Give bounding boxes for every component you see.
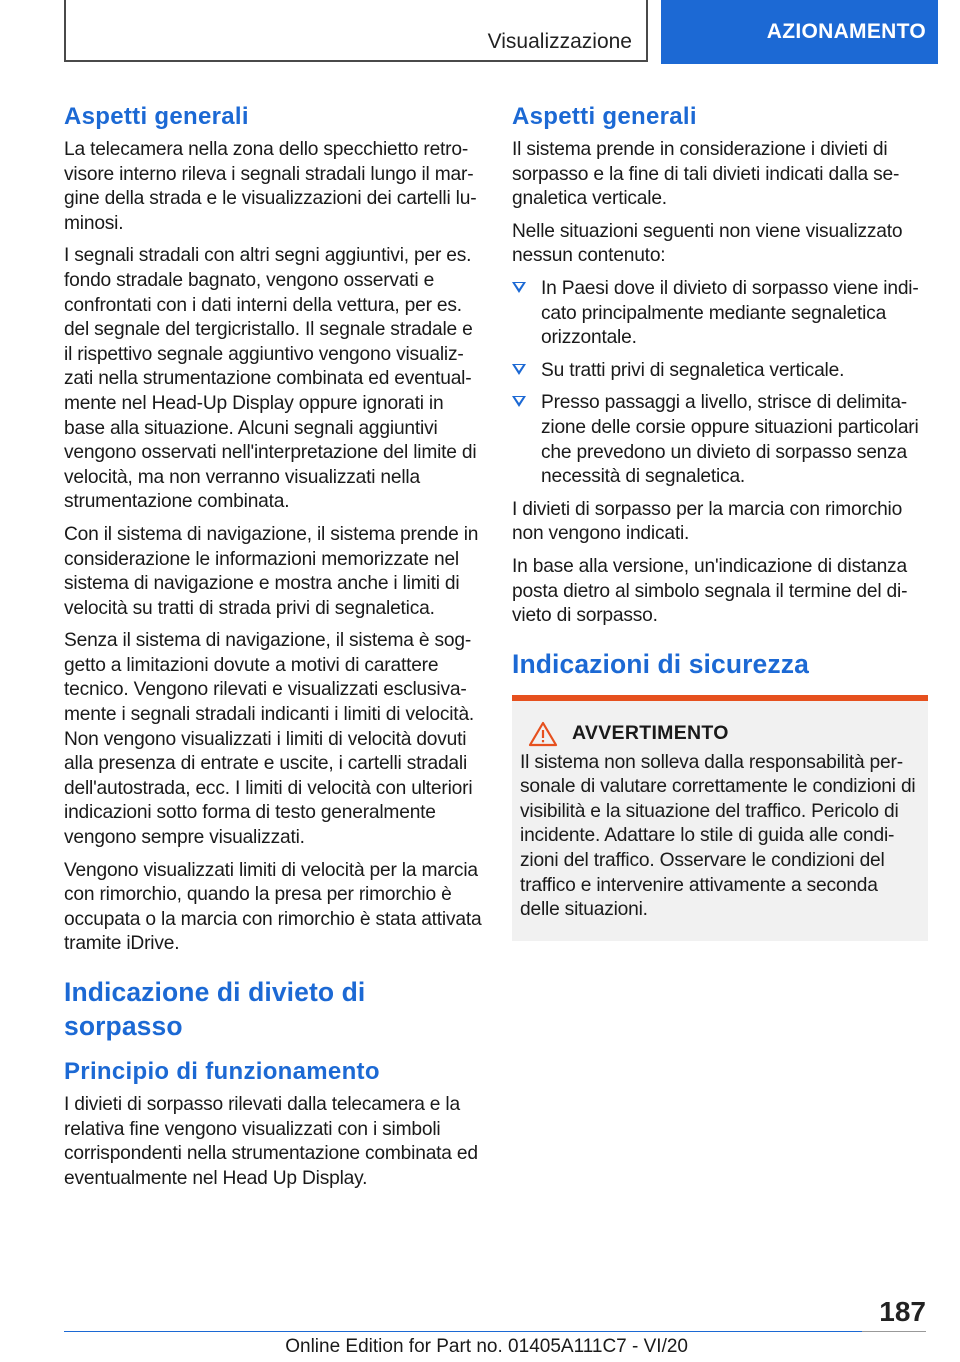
warning-box [512,695,928,941]
heading-general-right: Aspetti generali [512,103,697,130]
paragraph: La telecamera nella zona dello specchietto retrovisore interno rileva i segnali stradali lungo il margine della strada e le visualizzazioni dei cartelli luminosi. [64,139,477,234]
header-section-title: Visualizzazione [487,30,632,53]
header-section-box [64,0,648,62]
paragraph: Con il sistema di navigazione, il sistema prende in considerazione le informazioni memorizzate nel sistema di navigazione e mostra anche i limiti di velocità su tratti di strada privi di segnaletica. [64,523,479,619]
warning-title: AVVERTIMENTO [572,722,729,745]
paragraph: Senza il sistema di navigazione, il sistema è soggetto a limitazioni dovute a motivi di carattere tecnico. Vengono rilevati e visualizzati esclusivamente i segnali stradali indicanti i limiti di velocità. Non vengono visualizzati i limiti di velocità dovuti alla presenza di entrate e uscite, i cartelli stradali dell'autostrada, ecc. I limiti di velocità con ulteriori indicazioni sotto forma di testo generalmente vengono sempre visualizzati. [64,630,475,849]
footer-edition: Online Edition for Part no. 01405A111C7 - VI/20 [285,1336,688,1357]
list-item: Presso passaggi a livello, strisce di delimitazione delle corsie oppure situazioni particolari che prevedono un divieto di sorpasso senza necessità di segnaletica. [512,391,928,489]
warning-text: Il sistema non solleva dalla responsabilità personale di valutare correttamente le condizioni di visibilità e la situazione del traffico. Pericolo di incidente. Adattare lo stile di guida alle condizioni del traffico. Osservare le condizioni del traffico e intervenire attivamente a seconda delle situazioni. [520,751,916,921]
list-item: In Paesi dove il divieto di sorpasso viene indicato principalmente mediante segnaletica orizzontale. [512,277,928,351]
paragraph: In base alla versione, un'indicazione di distanza posta dietro al simbolo segnala il termine del divieto di sorpasso. [512,555,908,627]
list-item: Su tratti privi di segnaletica verticale. [512,359,928,384]
paragraph: Vengono visualizzati limiti di velocità per la marcia con rimorchio, quando la presa per rimorchio è occupata o la marcia con rimorchio è stata attivata tramite iDrive. [64,859,482,955]
heading-safety: Indicazioni di sicurezza [512,648,809,679]
page-number: 187 [879,1296,926,1327]
heading-principle: Principio di funzionamento [64,1058,380,1085]
bullet-list [512,277,928,490]
left-column [64,100,482,1199]
paragraph: Nelle situazioni seguenti non viene visualizzato nessun contenuto: [512,220,903,267]
warning-triangle-icon [528,721,558,747]
heading-general-left: Aspetti generali [64,103,249,130]
bullet-triangle-icon [512,364,526,375]
paragraph: I divieti di sorpasso per la marcia con rimorchio non vengono indicati. [512,498,903,545]
paragraph: I divieti di sorpasso rilevati dalla telecamera e la relativa fine vengono visualizzati con i simboli corrispondenti nella strumentazione combinata ed eventualmente nel Head Up Display. [64,1094,478,1189]
footer-rule-end [862,1331,926,1332]
warning-header [520,721,920,747]
header-chapter-tab: AZIONAMENTO [661,0,938,64]
paragraph: Il sistema prende in considerazione i divieti di sorpasso e la fine di tali divieti indicati dalla segnaletica verticale. [512,139,900,210]
paragraph: I segnali stradali con altri segni aggiuntivi, per es. fondo stradale bagnato, vengono osservati e confrontati con i dati interni della vettura, per es. del segnale del tergicristallo. Il segnale stradale e il rispettivo segnale aggiuntivo vengono visualizzati nella strumentazione combinata ed eventualmente nel Head-Up Display oppure ignorati in base alla situazione. Alcuni segnali aggiuntivi vengono osservati nell'interpretazione del limite di velocità, ma non verranno visualizzati nella strumentazione combinata. [64,245,477,513]
heading-section-no-overtaking: Indicazione di divieto di sorpasso [64,977,366,1041]
bullet-triangle-icon [512,282,526,293]
footer-rule [64,1331,862,1332]
right-column [512,100,928,941]
bullet-triangle-icon [512,396,526,407]
